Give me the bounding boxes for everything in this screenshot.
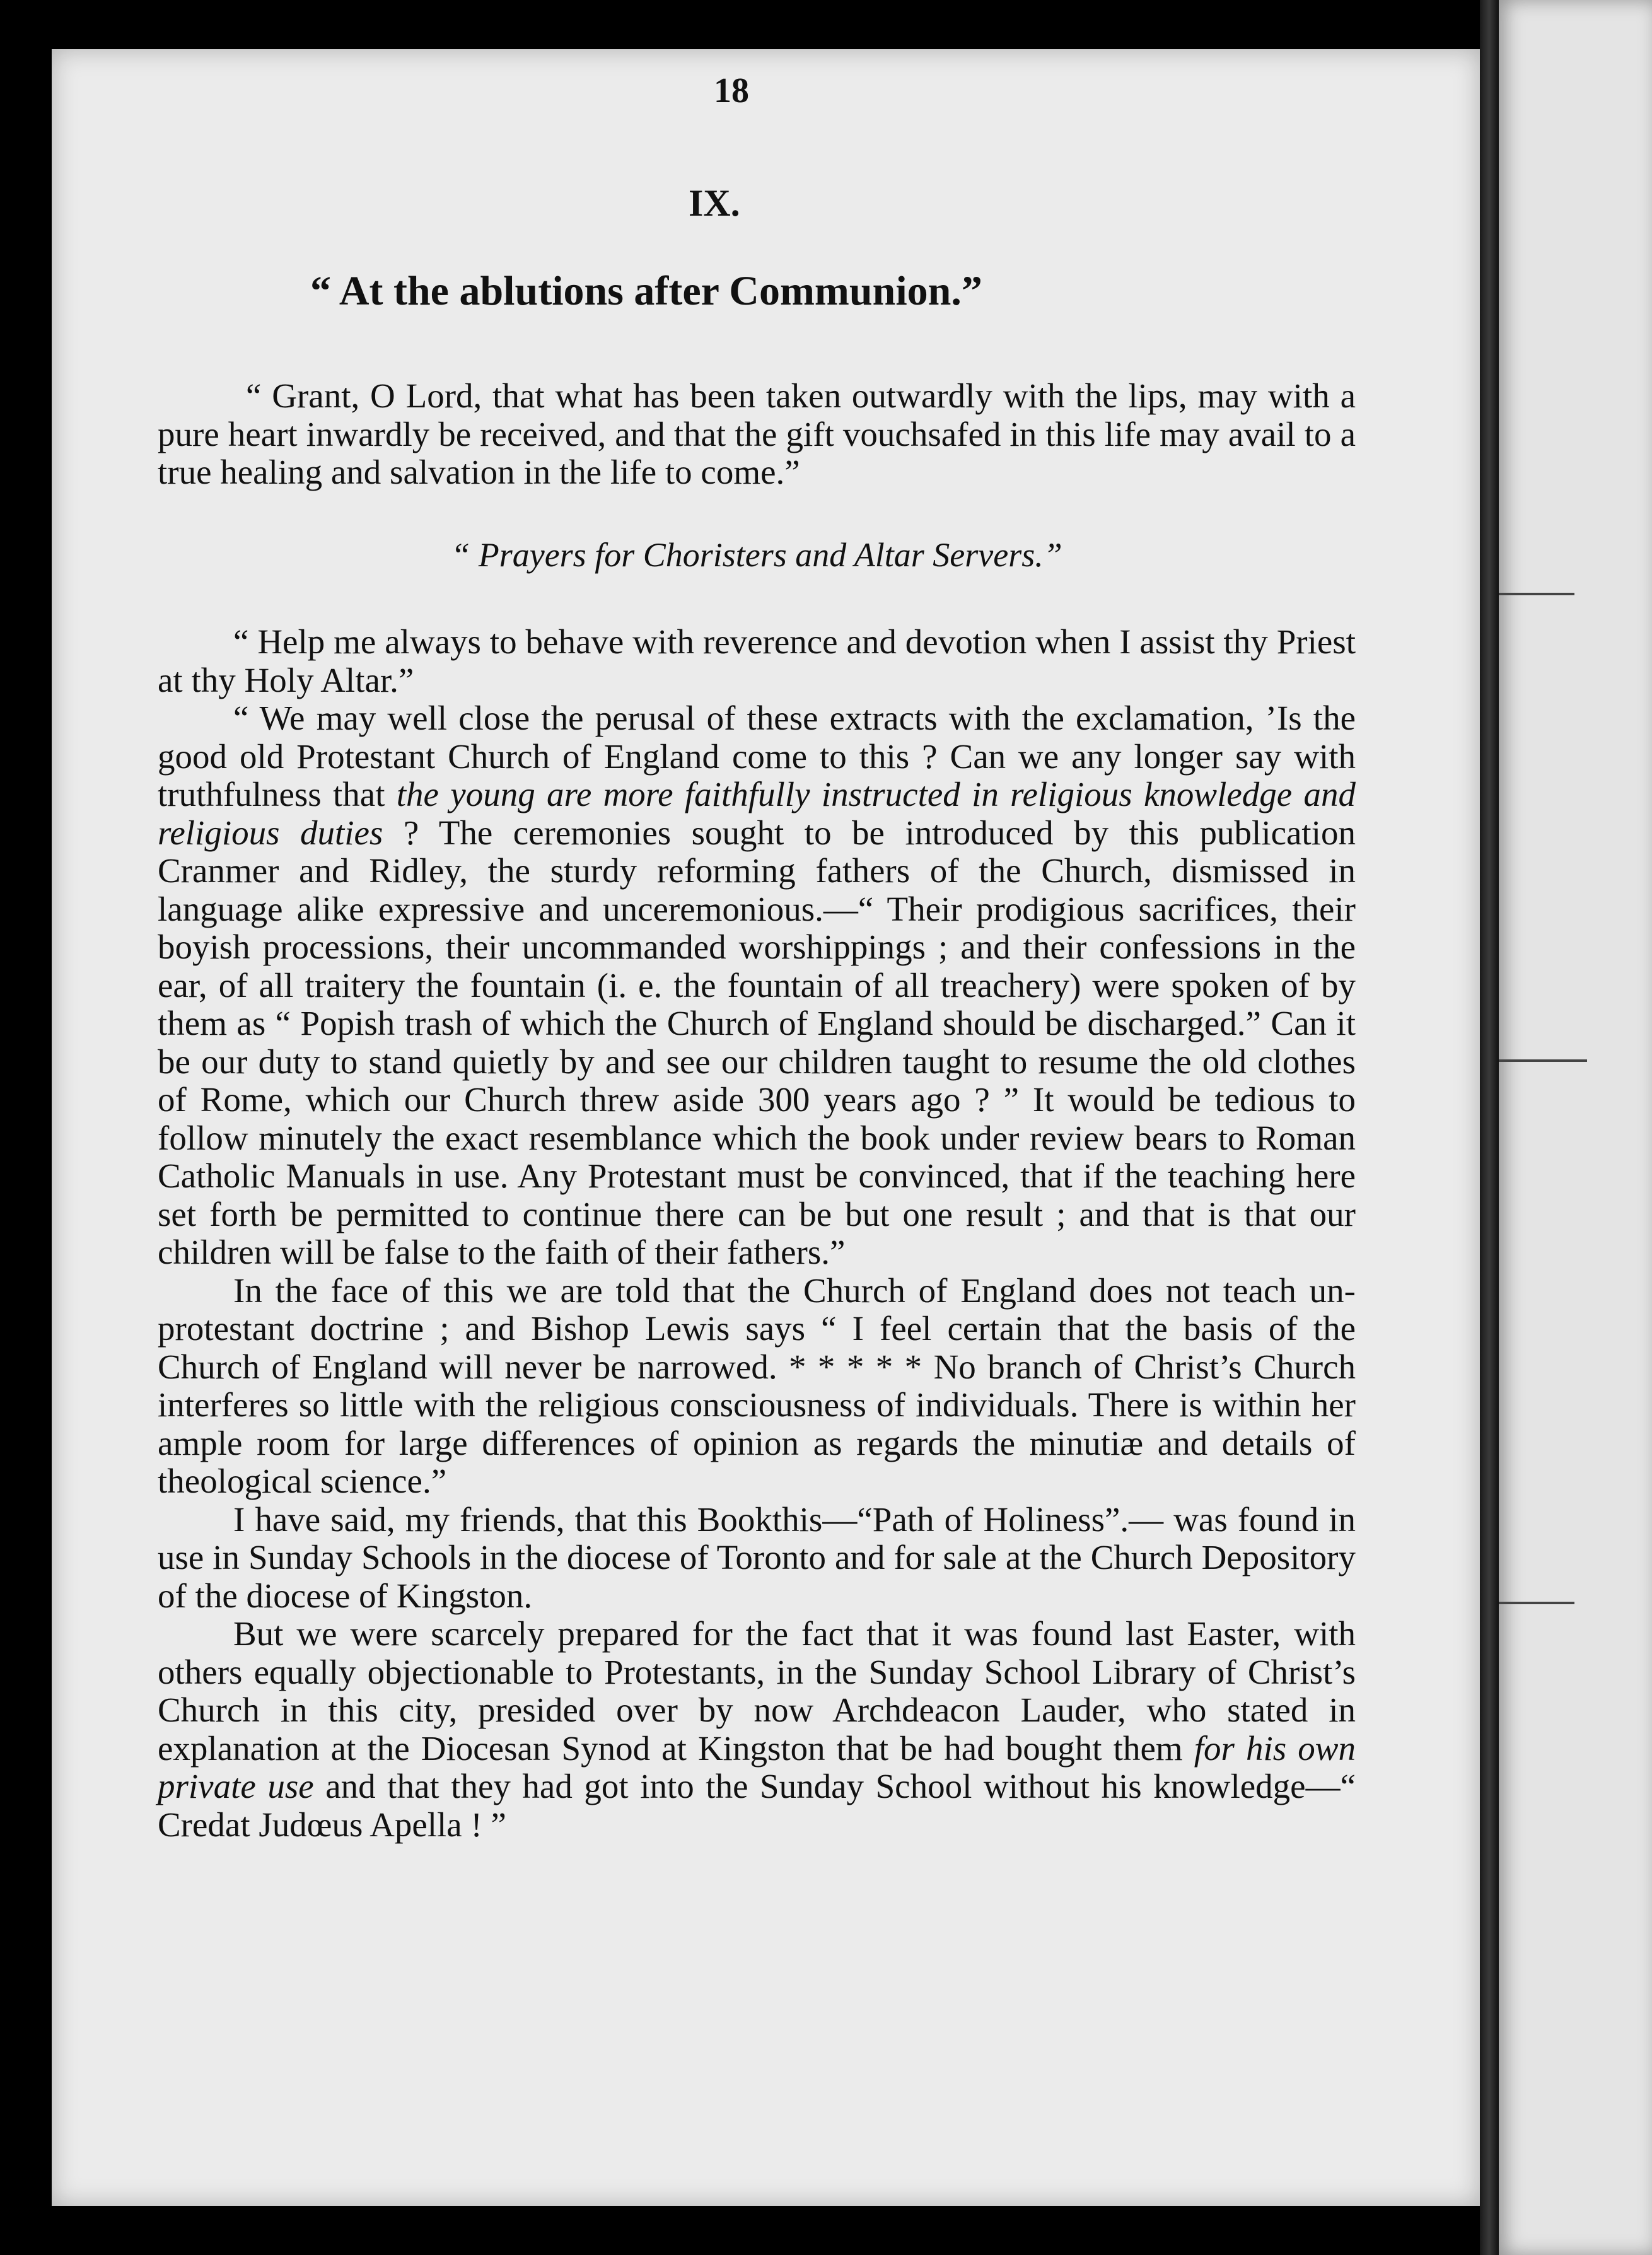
ablution-prayer-paragraph: “ Grant, O Lord, that what has been taken outwardly with the lips, may with a pure heart inwardly be received, and that the gift vouchsafed in this life may avail to a true healing and salvation in the life to come.” bbox=[158, 376, 1356, 491]
section-heading: “ At the ablutions after Communion.” bbox=[310, 268, 982, 314]
facing-page-edge bbox=[1499, 0, 1652, 2255]
easter-italic-phrase: for his own private use bbox=[158, 1728, 1356, 1805]
book-spine-gutter bbox=[1480, 0, 1499, 2255]
scan-border-left bbox=[0, 0, 52, 2255]
section-numeral: IX. bbox=[689, 182, 740, 224]
extract-text-rest: ? The ceremonies sought to be introduced by this publication Cranmer and Ridley, the sturdy reforming fathers of the Church, dismissed in language alike expressive and unceremonious.—“ Their prodigious sacrifices, their boyish processions, their uncommanded worshippings ; and their confessions in the ear, of all traitery the fountain (i. e. the fountain of all treachery) were spoken of by them as “ Popish trash of which the Church of England should be discharged.” Can it be our duty to stand quietly by and see our children taught to resume the old clothes of Rome, which our Church threw aside 300 years ago ? ” It would be tedious to follow minutely the exact resemblance which the book under review bears to Roman Catholic Manuals in use. Any Protestant must be convinced, that if the teaching here set forth be permitted to continue there can be but one result ; and that is that our children will be false to the faith of their fathers.” bbox=[158, 813, 1356, 1271]
choristers-prayer-paragraph: “ Help me always to behave with reverence and devotion when I assist thy Priest at thy Holy Altar.” bbox=[158, 622, 1356, 699]
book-page bbox=[52, 49, 1480, 2206]
easter-text-start: But we were scarcely prepared for the fact that it was found last Easter, with others equally objectionable to Protestants, in the Sunday School Library of Christ’s Church in this city, presided over by now Archdeacon Lauder, who stated in explanation at the Diocesan Synod at Kingston that be had bought them bbox=[158, 1614, 1356, 1768]
easter-text-rest: and that they had got into the Sunday School without his knowledge—“ Credat Judœus Apella ! ” bbox=[158, 1767, 1356, 1844]
facing-page-mark bbox=[1499, 593, 1574, 595]
choristers-prayer-title: “ Prayers for Choristers and Altar Servers.” bbox=[451, 535, 1062, 574]
page-body bbox=[158, 377, 1356, 1844]
extract-paragraph bbox=[158, 699, 1356, 1272]
extract-text-start: “ We may well close the perusal of these extracts with the exclamation, ’Is the good old Protestant Church of England come to this ? Can we any longer say with truthfulness that bbox=[158, 699, 1356, 813]
easter-library-paragraph bbox=[158, 1615, 1356, 1844]
extract-italic-phrase: the young are more faithfully instructed in religious knowledge and religious duties bbox=[158, 775, 1356, 852]
page-number: 18 bbox=[714, 71, 749, 110]
facing-page-mark bbox=[1499, 1602, 1574, 1604]
facing-page-mark bbox=[1499, 1059, 1587, 1062]
book-found-paragraph: I have said, my friends, that this Bookthis—“Path of Holiness”.— was found in use in Sunday Schools in the diocese of Toronto and for sale at the Church Depository of the diocese of Kingston. bbox=[158, 1500, 1356, 1615]
bishop-lewis-paragraph: In the face of this we are told that the Church of England does not teach un-protestant doctrine ; and Bishop Lewis says “ I feel certain that the basis of the Church of England will never be narrowed. * * * * * No branch of Christ’s Church interferes so little with the religious consciousness of individuals. There is within her ample room for large differences of opinion as regards the minutiæ and details of theological science.” bbox=[158, 1271, 1356, 1500]
